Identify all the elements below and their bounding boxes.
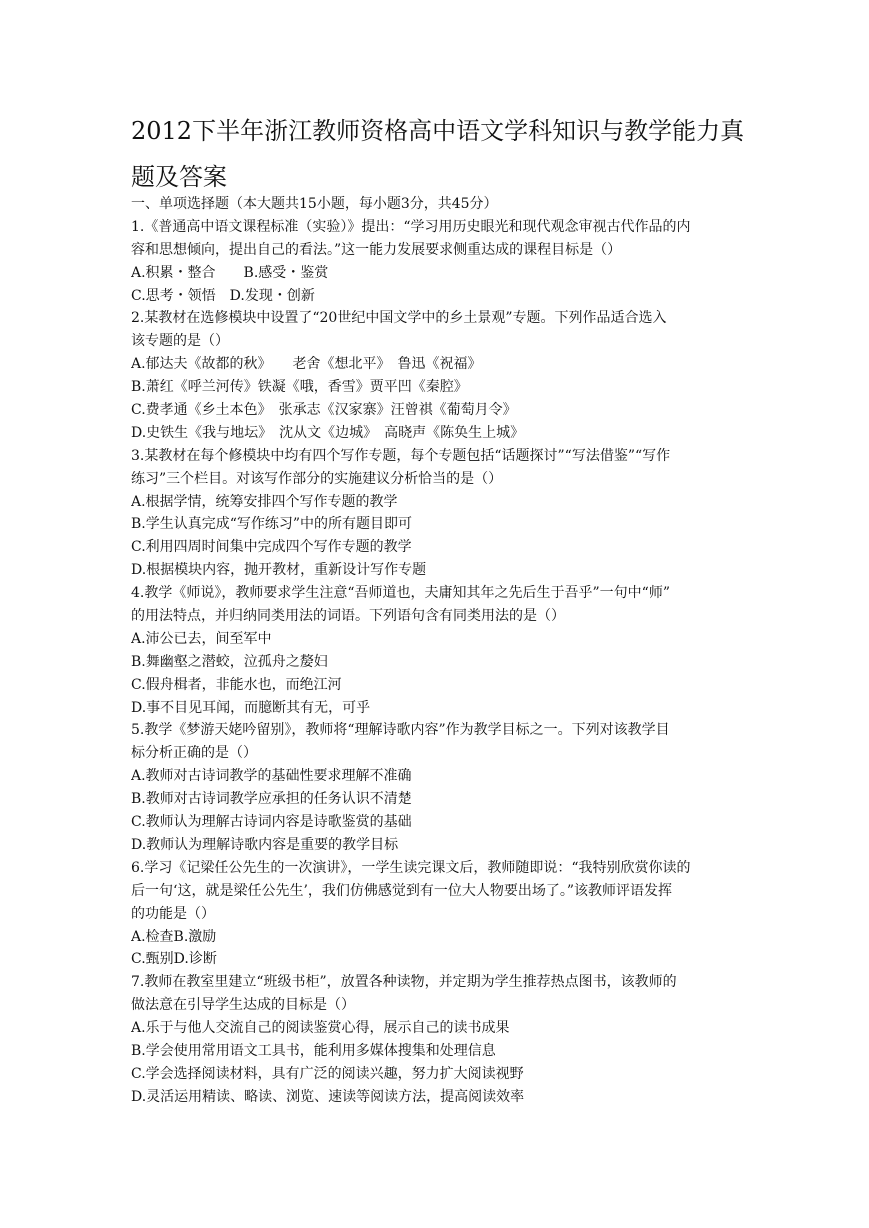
text-line: 练习”三个栏目。对该写作部分的实施建议分析恰当的是（）	[131, 470, 503, 487]
text-line: 6.学习《记梁任公先生的一次演讲》，一学生读完课文后，教师随即说：“我特别欣赏你读的	[131, 859, 691, 876]
text-line: 5.教学《梦游天姥吟留别》，教师将“理解诗歌内容”作为教学目标之一。下列对该教学目	[131, 722, 670, 739]
text-line: 4.教学《师说》，教师要求学生注意“吾师道也，夫庸知其年之先后生于吾乎”一句中“师”	[131, 585, 670, 602]
text-line: A.教师对古诗词教学的基础性要求理解不准确	[131, 768, 412, 785]
text-line: A.检查B.激励	[131, 928, 217, 945]
section-header: 一、单项选择题（本大题共15小题，每小题3分，共45分）	[131, 196, 498, 212]
text-line: 7.教师在教室里建立“班级书柜”，放置各种读物，并定期为学生推荐热点图书，该教师的	[131, 974, 677, 991]
text-line: B.学会使用常用语文工具书，能利用多媒体搜集和处理信息	[131, 1042, 496, 1059]
text-line: D.史铁生《我与地坛》 沈从文《边城》 高晓声《陈奂生上城》	[131, 424, 525, 441]
text-line: A.根据学情，统筹安排四个写作专题的教学	[131, 493, 398, 510]
text-line: 3.某教材在每个修模块中均有四个写作专题，每个专题包括“话题探讨”“写法借鉴”“写作	[131, 447, 671, 464]
text-line: A.郁达夫《故都的秋》 老舍《想北平》 鲁迅《祝福》	[131, 356, 482, 373]
text-line: 的功能是（）	[131, 905, 215, 922]
text-line: 的用法特点，并归纳同类用法的词语。下列语句含有同类用法的是（）	[131, 608, 565, 625]
text-line: B.学生认真完成“写作练习”中的所有题目即可	[131, 516, 413, 533]
text-line: 做法意在引导学生达成的目标是（）	[131, 997, 355, 1014]
document-body	[131, 193, 741, 1109]
text-line: C.思考・领悟 D.发现・创新	[131, 287, 315, 304]
text-line: 2.某教材在选修模块中设置了“20世纪中国文学中的乡土景观”专题。下列作品适合选入	[131, 310, 667, 327]
text-line: C.费孝通《乡土本色》 张承志《汉家寨》汪曾祺《葡萄月令》	[131, 402, 517, 419]
text-line: B.教师对古诗词教学应承担的任务认识不清楚	[131, 791, 412, 808]
text-line: 该专题的是（）	[131, 333, 229, 350]
document-title	[131, 108, 771, 200]
text-line: B.萧红《呼兰河传》铁凝《哦，香雪》贾平凹《秦腔》	[131, 379, 468, 396]
title-line-2: 题及答案	[131, 163, 227, 191]
text-line: 标分析正确的是（）	[131, 745, 257, 762]
text-line: 容和思想倾向，提出自己的看法。”这一能力发展要求侧重达成的课程目标是（）	[131, 241, 622, 258]
text-line: C.教师认为理解古诗词内容是诗歌鉴赏的基础	[131, 814, 412, 831]
text-line: C.学会选择阅读材料，具有广泛的阅读兴趣，努力扩大阅读视野	[131, 1065, 524, 1082]
text-line: D.事不目见耳闻，而臆断其有无，可乎	[131, 699, 371, 716]
text-line: A.沛公已去，间至军中	[131, 630, 272, 647]
text-line: 1.《普通高中语文课程标准（实验）》提出：“学习用历史眼光和现代观念审视古代作品的内	[131, 218, 691, 235]
text-line: D.根据模块内容，抛开教材，重新设计写作专题	[131, 562, 427, 579]
text-line: C.甄别D.诊断	[131, 951, 217, 968]
text-line: B.舞幽壑之潜蛟，泣孤舟之嫠妇	[131, 653, 328, 670]
text-line: 后一句‘这，就是梁任公先生’，我们仿佛感觉到有一位大人物要出场了。”该教师评语发挥	[131, 882, 673, 899]
text-line: A.乐于与他人交流自己的阅读鉴赏心得，展示自己的读书成果	[131, 1020, 510, 1037]
text-line: D.教师认为理解诗歌内容是重要的教学目标	[131, 836, 399, 853]
text-line: A.积累・整合 B.感受・鉴赏	[131, 264, 329, 281]
text-line: C.利用四周时间集中完成四个写作专题的教学	[131, 539, 412, 556]
title-line-1: 2012下半年浙江教师资格高中语文学科知识与教学能力真	[131, 117, 745, 145]
text-line: D.灵活运用精读、略读、浏览、速读等阅读方法，提高阅读效率	[131, 1088, 525, 1105]
text-line: C.假舟楫者，非能水也，而绝江河	[131, 676, 342, 693]
